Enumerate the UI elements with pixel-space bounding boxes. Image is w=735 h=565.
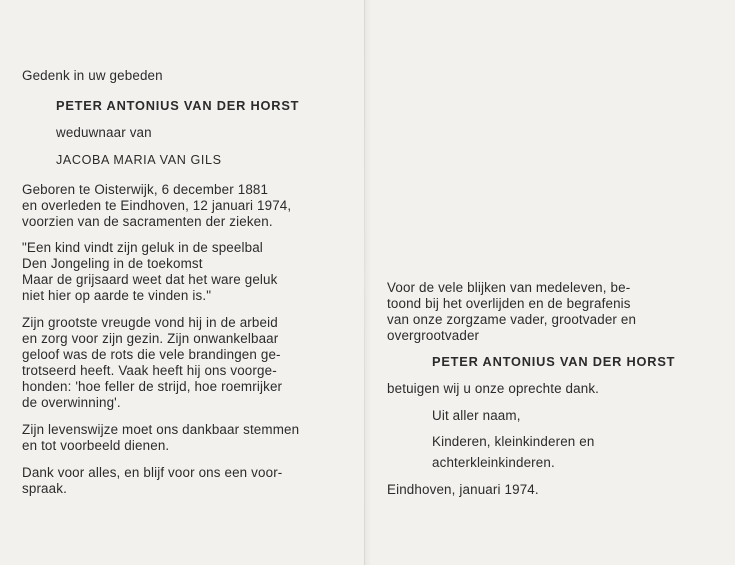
paragraph-line: trotseerd heeft. Vaak heeft hij ons voorge- <box>22 363 277 378</box>
poem-line: Maar de grijsaard weet dat het ware geluk <box>22 272 278 287</box>
spouse-name: JACOBA MARIA VAN GILS <box>56 153 222 167</box>
thanks-intro-line: van onze zorgzame vader, grootvader en <box>387 312 637 327</box>
family-line: achterkleinkinderen. <box>432 455 555 470</box>
left-panel <box>0 0 364 565</box>
relation-line: weduwnaar van <box>56 125 152 140</box>
place-date-line: Eindhoven, januari 1974. <box>387 482 539 497</box>
paragraph-line: Dank voor alles, en blijf voor ons een voor- <box>22 465 283 480</box>
thanks-intro-line: overgrootvader <box>387 328 480 343</box>
thanks-line: betuigen wij u onze oprechte dank. <box>387 381 600 396</box>
poem-line: "Een kind vindt zijn geluk in de speelbal <box>22 240 263 255</box>
bio-line: en overleden te Eindhoven, 12 januari 1974, <box>22 198 292 213</box>
poem-line: niet hier op aarde te vinden is." <box>22 288 212 303</box>
poem-line: Den Jongeling in de toekomst <box>22 256 203 271</box>
right-panel <box>366 0 735 565</box>
paragraph-line: en tot voorbeeld dienen. <box>22 438 170 453</box>
family-line: Kinderen, kleinkinderen en <box>432 434 595 449</box>
thanks-intro-line: Voor de vele blijken van medeleven, be- <box>387 280 631 295</box>
signoff-line: Uit aller naam, <box>432 408 521 423</box>
paragraph-line: honden: 'hoe feller de strijd, hoe roemrijker <box>22 379 283 394</box>
deceased-name-repeat: PETER ANTONIUS VAN DER HORST <box>432 354 676 369</box>
thanks-intro-line: toond bij het overlijden en de begrafenis <box>387 296 631 311</box>
paragraph-line: en zorg voor zijn gezin. Zijn onwankelbaar <box>22 331 279 346</box>
paragraph-line: geloof was de rots die vele brandingen ge- <box>22 347 281 362</box>
paragraph-line: spraak. <box>22 481 67 496</box>
deceased-name: PETER ANTONIUS VAN DER HORST <box>56 98 300 113</box>
bio-line: Geboren te Oisterwijk, 6 december 1881 <box>22 182 269 197</box>
paragraph-line: Zijn grootste vreugde vond hij in de arbeid <box>22 315 278 330</box>
intro-line: Gedenk in uw gebeden <box>22 68 163 83</box>
paragraph-line: Zijn levenswijze moet ons dankbaar stemmen <box>22 422 300 437</box>
paragraph-line: de overwinning'. <box>22 395 121 410</box>
bio-line: voorzien van de sacramenten der zieken. <box>22 214 273 229</box>
